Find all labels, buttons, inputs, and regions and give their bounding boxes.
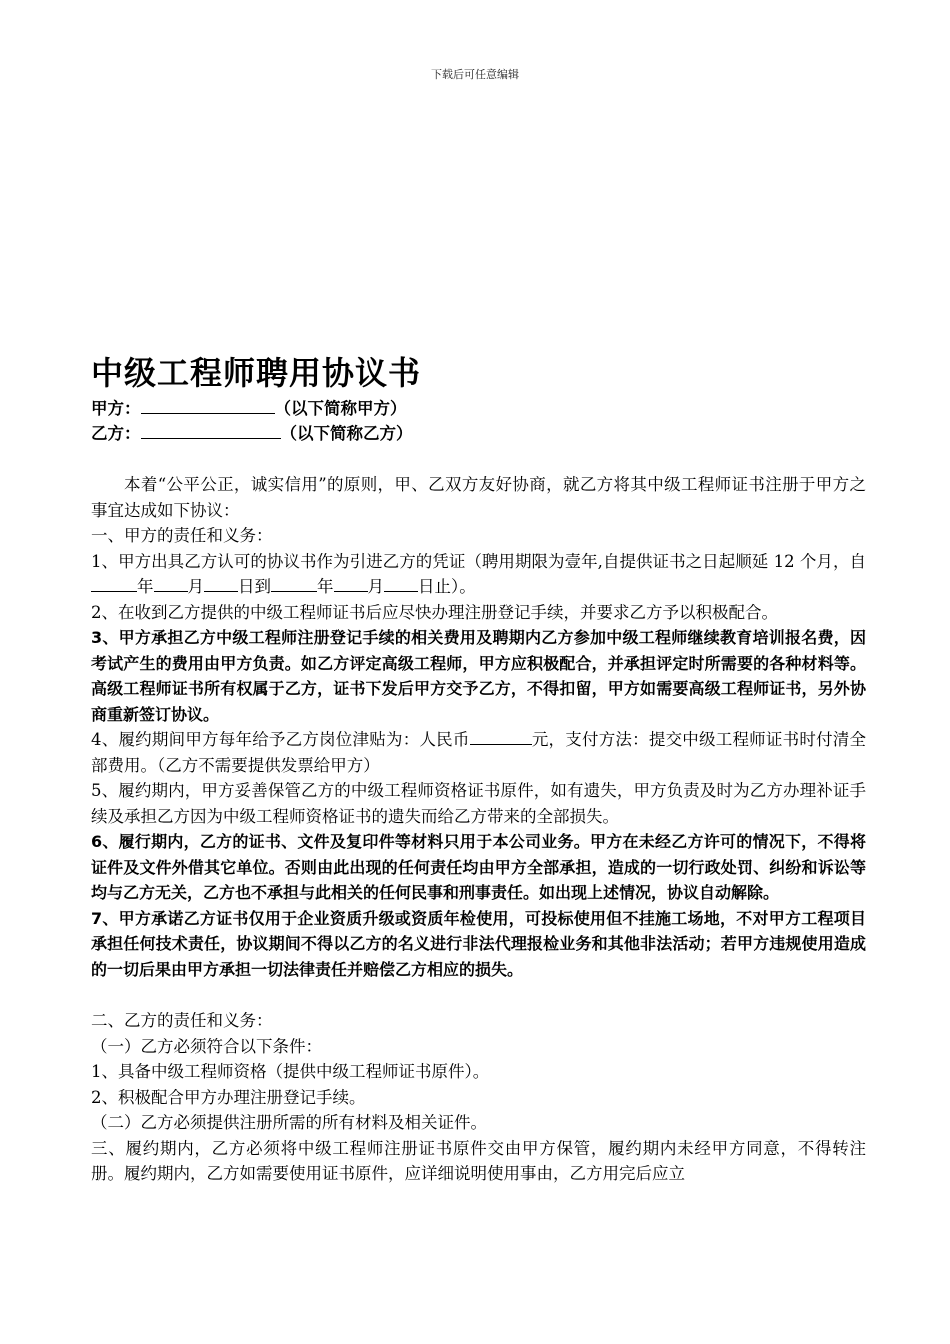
section3-paragraph: 三、履约期内，乙方必须将中级工程师注册证书原件交由甲方保管，履约期内未经甲方同意，不得转注册。履约期内，乙方如需要使用证书原件，应详细说明使用事由，乙方用完后应立 xyxy=(91,1138,866,1183)
sub2-heading: （二）乙方必须提供注册所需的所有材料及相关证件。 xyxy=(91,1113,487,1132)
intro-paragraph: 本着“公平公正，诚实信用”的原则，甲、乙双方友好协商，就乙方将其中级工程师证书注册于甲方之事宜达成如下协议： xyxy=(91,475,866,520)
clause-4 xyxy=(91,727,866,778)
blank-day-start xyxy=(204,576,238,592)
document-body xyxy=(91,350,866,1187)
clause-1-text-a: 1、甲方出具乙方认可的协议书作为引进乙方的凭证（聘用期限为壹年,自提供证书之日起顺延 12 个月，自 xyxy=(91,551,866,571)
clause-1-text-f: 月 xyxy=(367,577,384,596)
blank-allowance-amount xyxy=(470,729,532,745)
clause-4-text-b: 元，支付方法：提交中级工程师证书时付清全部费用。（乙方不需要提供发票给甲方） xyxy=(91,730,867,775)
clause-5: 5、履约期内，甲方妥善保管乙方的中级工程师资格证书原件，如有遗失，甲方负责及时为乙方办理补证手续及承担乙方因为中级工程师资格证书的遗失而给乙方带来的全部损失。 xyxy=(91,781,866,826)
party-b-label: 乙方： xyxy=(91,424,141,443)
blank-month-end xyxy=(334,576,368,592)
clause-1 xyxy=(91,549,866,600)
sub1-item1: 1、具备中级工程师资格（提供中级工程师证书原件）。 xyxy=(91,1062,490,1081)
blank-month-start xyxy=(154,576,188,592)
clause-1-text-g: 日止）。 xyxy=(418,577,476,596)
clause-3: 3、甲方承担乙方中级工程师注册登记手续的相关费用及聘期内乙方参加中级工程师继续教育培训报名费，因考试产生的费用由甲方负责。如乙方评定高级工程师，甲方应积极配合，并承担评定时所需要的各种材料等。高级工程师证书所有权属于乙方，证书下发后甲方交予乙方，不得扣留，甲方如需要高级工程师证书，另外协商重新签订协议。 xyxy=(91,628,866,724)
clause-4-text-a: 4、履约期间甲方每年给予乙方岗位津贴为：人民币 xyxy=(91,730,470,749)
clause-2: 2、在收到乙方提供的中级工程师证书后应尽快办理注册登记手续，并要求乙方予以积极配合。 xyxy=(91,602,778,622)
party-a-blank xyxy=(141,398,275,414)
party-b-blank xyxy=(141,423,281,439)
party-a-suffix: （以下简称甲方） xyxy=(274,399,407,418)
party-a-label: 甲方： xyxy=(91,399,141,418)
clause-1-text-d: 日到 xyxy=(238,577,271,596)
party-b-line xyxy=(91,421,866,446)
header-note: 下载后可任意编辑 xyxy=(431,68,519,81)
clause-1-text-b: 年 xyxy=(137,577,154,596)
clause-6: 6、履行期内，乙方的证书、文件及复印件等材料只用于本公司业务。甲方在未经乙方许可的情况下，不得将证件及文件外借其它单位。否则由此出现的任何责任均由甲方全部承担，造成的一切行政处罚、纠纷和诉讼等均与乙方无关，乙方也不承担与此相关的任何民事和刑事责任。如出现上述情况，协议自动解除。 xyxy=(91,832,866,902)
clause-7: 7、甲方承诺乙方证书仅用于企业资质升级或资质年检使用，可投标使用但不挂施工场地，不对甲方工程项目承担任何技术责任，协议期间不得以乙方的名义进行非法代理报检业务和其他非法活动；若甲方违规使用造成的一切后果由甲方承担一切法律责任并赔偿乙方相应的损失。 xyxy=(91,908,866,979)
blank-year-start xyxy=(91,576,137,592)
document-title: 中级工程师聘用协议书 xyxy=(91,354,422,392)
blank-year-end xyxy=(271,576,317,592)
sub1-item2: 2、积极配合甲方办理注册登记手续。 xyxy=(91,1087,366,1107)
clause-1-text-c: 月 xyxy=(187,577,204,596)
section1-heading: 一、甲方的责任和义务： xyxy=(91,526,273,545)
section2-heading: 二、乙方的责任和义务： xyxy=(91,1011,273,1030)
clause-1-text-e: 年 xyxy=(317,577,334,596)
sub1-heading: （一）乙方必须符合以下条件： xyxy=(91,1036,322,1056)
blank-day-end xyxy=(384,576,418,592)
party-a-line xyxy=(91,396,866,421)
party-b-suffix: （以下简称乙方） xyxy=(280,424,413,443)
